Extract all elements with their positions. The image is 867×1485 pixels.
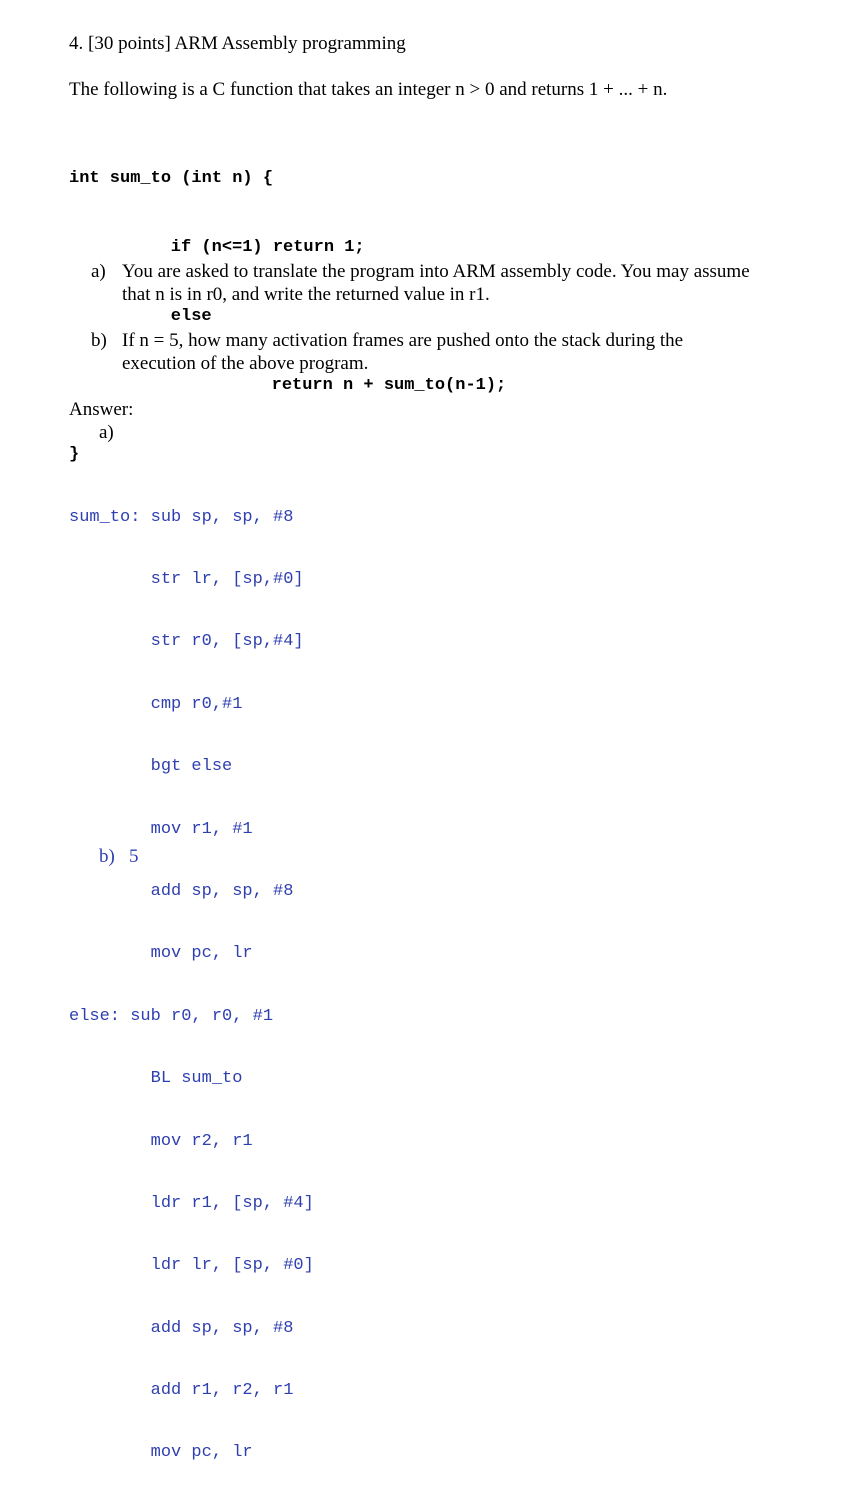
question-title: 4. [30 points] ARM Assembly programming	[69, 33, 406, 54]
asm-line-4: cmp r0,#1	[69, 694, 243, 714]
asm-line-11: mov r2, r1	[69, 1131, 253, 1151]
part-a-line-1: You are asked to translate the program into ARM assembly code. You may assume	[122, 261, 750, 282]
answer-b-value: 5	[129, 846, 139, 867]
c-code-line-3: else	[130, 307, 212, 326]
part-a-label: a)	[91, 261, 106, 282]
asm-line-6: mov r1, #1	[69, 819, 253, 839]
asm-line-7: add sp, sp, #8	[69, 881, 294, 901]
asm-line-3: str r0, [sp,#4]	[69, 632, 304, 652]
c-code-line-1: int sum_to (int n) {	[69, 169, 274, 188]
asm-line-2: str lr, [sp,#0]	[69, 569, 304, 589]
asm-line-10: BL sum_to	[69, 1069, 243, 1089]
question-intro: The following is a C function that takes an integer n > 0 and returns 1 + ... + n.	[69, 79, 668, 100]
asm-line-1: sum_to: sub sp, sp, #8	[69, 507, 294, 527]
asm-code-block	[69, 466, 314, 1485]
asm-line-8: mov pc, lr	[69, 944, 253, 964]
asm-line-12: ldr r1, [sp, #4]	[69, 1193, 314, 1213]
answer-a-label: a)	[99, 422, 114, 443]
asm-line-5: bgt else	[69, 757, 233, 777]
part-b-label: b)	[91, 330, 107, 351]
asm-line-13: ldr lr, [sp, #0]	[69, 1256, 314, 1276]
c-code-line-5: }	[69, 445, 80, 464]
c-code-line-2: if (n<=1) return 1;	[130, 238, 365, 257]
part-b-line-2: execution of the above program.	[122, 353, 369, 374]
part-a-line-2: that n is in r0, and write the returned value in r1.	[122, 284, 490, 305]
answer-b-label: b)	[99, 846, 115, 867]
asm-line-16: mov pc, lr	[69, 1443, 253, 1463]
answer-heading: Answer:	[69, 399, 134, 420]
c-code-line-4: return n + sum_to(n-1);	[190, 376, 507, 395]
part-b-line-1: If n = 5, how many activation frames are pushed onto the stack during the	[122, 330, 684, 351]
asm-line-15: add r1, r2, r1	[69, 1381, 294, 1401]
asm-line-14: add sp, sp, #8	[69, 1318, 294, 1338]
asm-line-9: else: sub r0, r0, #1	[69, 1006, 274, 1026]
